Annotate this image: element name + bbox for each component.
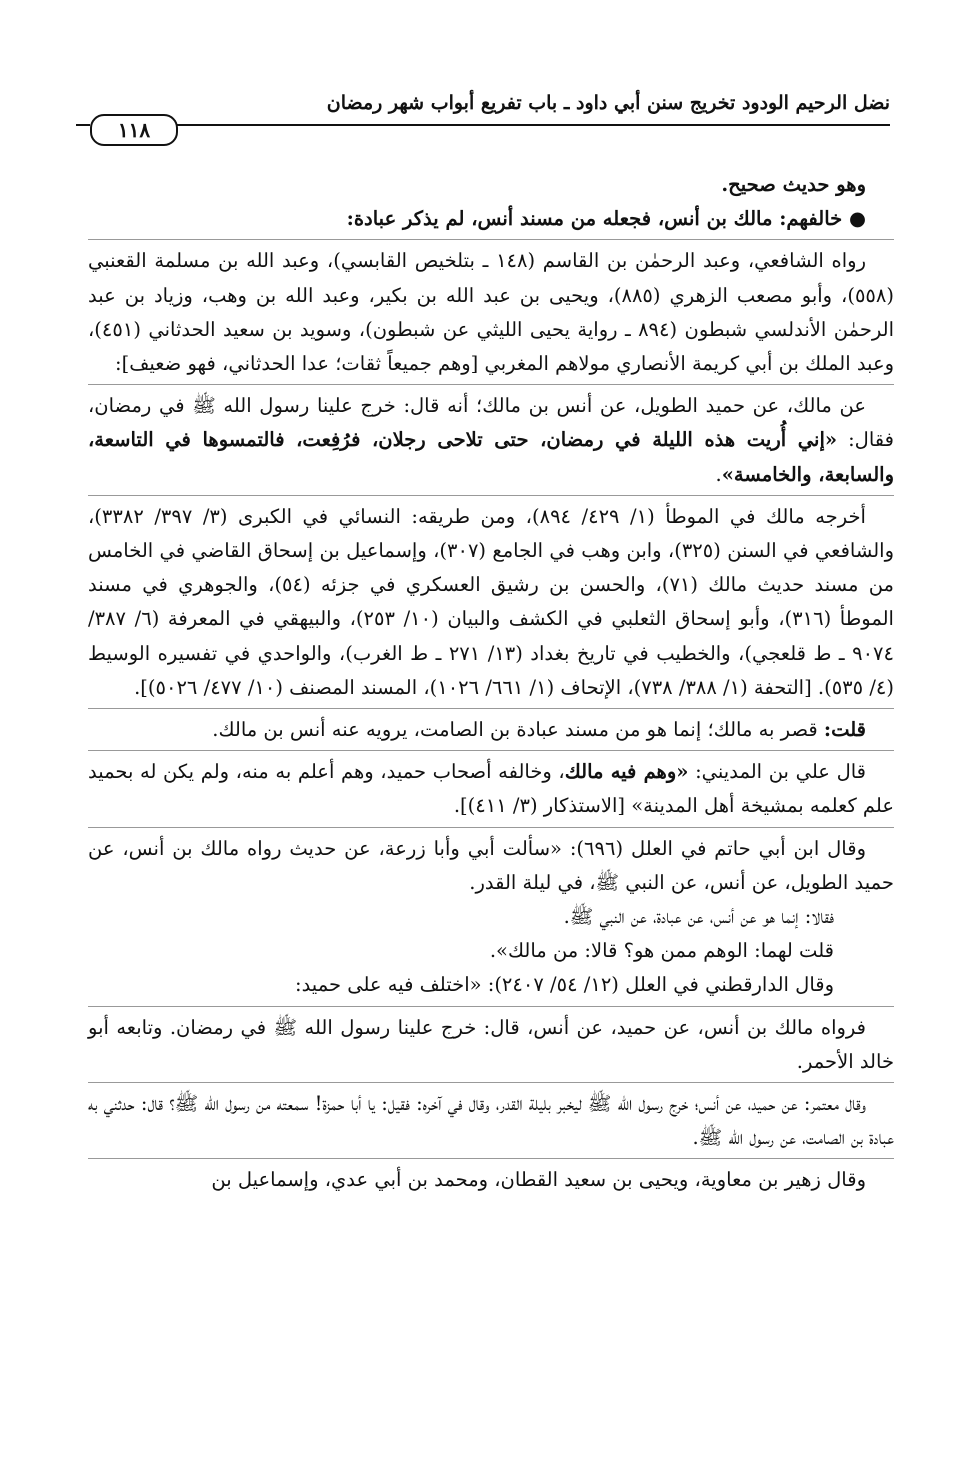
separator: [88, 1006, 894, 1007]
page-number: ١١٨: [90, 114, 178, 146]
paragraph: وقال الدارقطني في العلل (١٢/ ٥٤/ ٢٤٠٧): «اختلف فيه على حميد:: [295, 973, 834, 997]
text: عن مالك، عن حميد الطويل، عن أنس بن مالك؛ أنه قال: خرج علينا رسول الله ﷺ في رمضان، فقال:: [88, 394, 894, 452]
bullet-icon: ●: [848, 207, 866, 231]
paragraph: وقال زهير بن معاوية، ويحيى بن سعيد القطان، ومحمد بن أبي عدي، وإسماعيل بن: [211, 1168, 866, 1192]
bullet-text: خالفهم: مالك بن أنس، فجعله من مسند أنس، لم يذكر عبادة:: [346, 207, 843, 231]
paragraph: [88, 755, 894, 823]
paragraph: وقال معتمر: عن حميد، عن أنس؛ خرج رسول الله ﷺ ليخبر بليلة القدر، وقال في آخره: فقيل: يا أبا حمزة! سمعته من رسول الله ﷺ؟ قال: حدثني به عبادة بن الصامت، عن رسول الله ﷺ.: [88, 1092, 894, 1150]
paragraph: [88, 202, 894, 236]
running-title: نضل الرحيم الودود تخريج سنن أبي داود ـ باب تفريع أبواب شهر رمضان: [326, 92, 890, 114]
text: .: [715, 462, 722, 486]
text: قصر به مالك؛ إنما هو من مسند عبادة بن الصامت، يرويه عنه أنس بن مالك.: [212, 718, 818, 742]
hadith-text: «إني أُريت هذه الليلة في رمضان، حتى تلاحى رجلان، فرُفِعت، فالتمسوها في التاسعة، والسابعة، والخامسة»: [88, 428, 894, 486]
paragraph: أخرجه مالك في الموطأ (١/ ٤٢٩/ ٨٩٤)، ومن طريقه: النسائي في الكبرى (٣/ ٣٩٧/ ٣٣٨٢)، والشافعي في السنن (٣٢٥)، وابن وهب في الجامع (٣٠٧)، وإسماعيل بن إسحاق القاضي في الخامس من مسند حديث مالك (٧١)، والحسن بن رشيق العسكري في جزئه (٥٤)، والجوهري في مسند الموطأ (٣١٦)، وأبو إسحاق الثعلبي في الكشف والبيان (١٠/ ٢٥٣)، والبيهقي في المعرفة (٦/ ٣٨٧/ ٩٠٧٤ ـ ط قلعجي)، والخطيب في تاريخ بغداد (١٣/ ٢٧١ ـ ط الغرب)، والواحدي في تفسيره الوسيط (٤/ ٥٣٥). [التحفة (١/ ٣٨٨/ ٧٣٨)، الإتحاف (١/ ٦٦١/ ١٠٢٦)، المسند المصنف (١٠/ ٤٧٧/ ٥٠٢٦)].: [88, 504, 895, 699]
text: قال علي بن المديني:: [688, 760, 866, 784]
paragraph: فرواه مالك بن أنس، عن حميد، عن أنس، قال: خرج علينا رسول الله ﷺ في رمضان. وتابعه أبو خالد الأحمر.: [88, 1015, 894, 1073]
separator: [88, 1158, 894, 1159]
separator: [88, 750, 894, 751]
note-label: قلت:: [823, 718, 866, 742]
separator: [88, 827, 894, 828]
paragraph: [88, 713, 894, 747]
paragraph: رواه الشافعي، وعبد الرحمٰن بن القاسم (١٤٨ ـ بتلخيص القابسي)، وعبد الله بن مسلمة القعنبي (٥٥٨)، وأبو مصعب الزهري (٨٨٥)، ويحيى بن عبد الله بن بكير، وعبد الله بن وهب، وزياد بن عبد الرحمٰن الأندلسي شبطون (٨٩٤ ـ رواية يحيى الليثي عن شبطون)، وسويد بن سعيد الحدثاني (٤٥١)، وعبد الملك بن أبي كريمة الأنصاري مولاهم المغربي [وهم جميعاً ثقات؛ عدا الحدثاني، فهو ضعيف]:: [88, 249, 894, 376]
paragraph: وهو حديث صحيح.: [721, 173, 866, 196]
separator: [88, 1082, 894, 1083]
text: ، وخالفه أصحاب حميد، وهم أعلم به منه، ولم يكن له بحميد علم كعلمه بمشيخة أهل المدينة» [الاستذكار (٣/ ٤١١)].: [88, 760, 894, 818]
page-header: [92, 92, 890, 144]
separator: [88, 708, 894, 709]
separator: [88, 384, 894, 385]
badge-left-line: [76, 124, 90, 126]
separator: [88, 239, 894, 240]
separator: [88, 495, 894, 496]
header-rule: [92, 124, 890, 126]
paragraph: وقال ابن أبي حاتم في العلل (٦٩٦): «سألت أبي وأبا زرعة، عن حديث رواه مالك بن أنس، عن حميد الطويل، عن أنس، عن النبي ﷺ، في ليلة القدر.: [88, 836, 894, 894]
paragraph: [88, 389, 894, 492]
page-body: [88, 168, 894, 1198]
paragraph: فقالا: إنما هو عن أنس، عن عبادة، عن النبي ﷺ.: [563, 905, 834, 929]
paragraph: قلت لهما: الوهم ممن هو؟ قالا: من مالك».: [489, 939, 834, 963]
quote-bold: «وهم فيه مالك: [564, 760, 689, 784]
